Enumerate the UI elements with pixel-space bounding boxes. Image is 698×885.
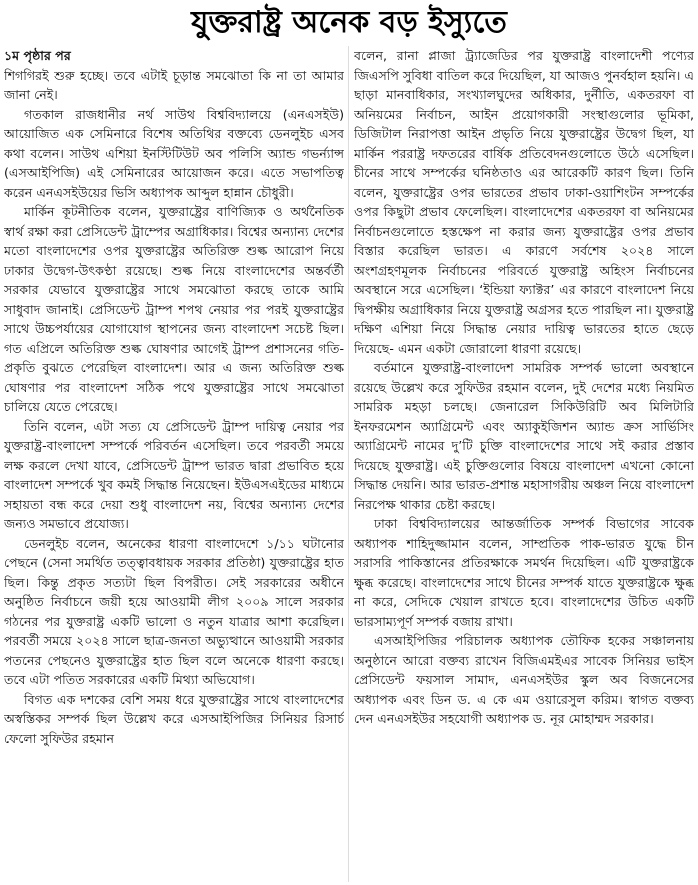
paragraph: বর্তমানে যুক্তরাষ্ট্র-বাংলাদেশ সামরিক সম্পর্ক ভালো অবস্থানে রয়েছে উল্লেখ করে সুফিউর রহমান বলেন, দুই দেশের মধ্যে নিয়মিত সামরিক মহড়া চলছে। জেনারেল সিকিউরিটি অব মিলিটারি ইনফরমেশন অ্যাগ্রিমেন্ট এবং অ্যাকুইজিশন অ্যান্ড ক্রস সার্ভিসিং অ্যাগ্রিমেন্ট নামের দু’টি চুক্তি বাংলাদেশের সাথে সই করার প্রস্তাব দিয়েছে যুক্তরাষ্ট্র। এই চুক্তিগুলোর বিষয়ে বাংলাদেশ এখনো কোনো সিদ্ধান্ত দেয়নি। আর ভারত-প্রশান্ত মহাসাগরীয় অঞ্চল নিয়ে বাংলাদেশ নিরপেক্ষ থাকার চেষ্টা করছে। [354,360,694,512]
paragraph: ডেনলুইচ বলেন, অনেকের ধারণা বাংলাদেশে ১/১১ ঘটানোর পেছনে (সেনা সমর্থিত তত্ত্বাবধায়ক সরকার প্রতিষ্ঠা) যুক্তরাষ্ট্রের হাত ছিল। কিন্তু প্রকৃত সত্যটা ছিল বিপরীত। সেই সরকারের অধীনে অনুষ্ঠিত নির্বাচনে জয়ী হয়ে আওয়ামী লীগ ২০০৯ সালে সরকার গঠনের পর যুক্তরাষ্ট্র একটি ভালো ও নতুন যাত্রার আশা করেছিল। পরবর্তী সময়ে ২০২৪ সালে ছাত্র-জনতা অভ্যুত্থানে আওয়ামী সরকার পতনের পেছনেও যুক্তরাষ্ট্রের হাত ছিল বলে অনেকে ধারণা করছে। তবে এটা পতিত সরকারের একটি মিথ্যা অভিযোগ। [4,535,344,687]
paragraph: বলেন, রানা প্লাজা ট্র্যাজেডির পর যুক্তরাষ্ট্র বাংলাদেশী পণ্যের জিএসপি সুবিধা বাতিল করে দিয়েছিল, যা আজও পুনর্বহাল হয়নি। এ ছাড়া মানবাধিকার, সংখ্যালঘুদের অধিকার, দুর্নীতি, একতরফা বা অনিয়মের নির্বাচন, আইন প্রয়োগকারী সংস্থাগুলোর ভূমিকা, ডিজিটাল নিরাপত্তা আইন প্রভৃতি নিয়ে যুক্তরাষ্ট্রের উদ্বেগ ছিল, যা মার্কিন পররাষ্ট্র দফতরের বার্ষিক প্রতিবেদনগুলোতে উঠে এসেছিল। চীনের সাথে সম্পর্কের ঘনিষ্ঠতাও এর আরেকটি কারণ ছিল। তিনি বলেন, যুক্তরাষ্ট্রের ওপর ভারতের প্রভাব ঢাকা-ওয়াশিংটন সম্পর্কের ওপর কিছুটা প্রভাব ফেলেছিল। বাংলাদেশের একতরফা বা অনিয়মের নির্বাচনগুলোতে হস্তক্ষেপ না করার জন্য যুক্তরাষ্ট্রের ওপর প্রভাব বিস্তার করেছিল ভারত। এ কারণে সর্বশেষ ২০২৪ সালে অংশগ্রহণমূলক নির্বাচনের পরিবর্তে যুক্তরাষ্ট্র অহিংস নির্বাচনের অবস্থানে সরে এসেছিল। ‘ইন্ডিয়া ফ্যাক্টর’ এর কারণে বাংলাদেশ নিয়ে দ্বিপক্ষীয় অগ্রাধিকার নিয়ে যুক্তরাষ্ট্র অগ্রসর হতে পারছিল না। যুক্তরাষ্ট্র দক্ষিণ এশিয়া নিয়ে সিদ্ধান্ত নেয়ার দায়িত্ব ভারতের হাতে ছেড়ে দিয়েছে- এমন একটা জোরালো ধারণা রয়েছে। [354,48,694,356]
paragraph: শিগগিরই শুরু হচ্ছে। তবে এটাই চূড়ান্ত সমঝোতা কি না তা আমার জানা নেই। [4,67,344,102]
paragraph: বিগত এক দশকের বেশি সময় ধরে যুক্তরাষ্ট্রের সাথে বাংলাদেশের অস্বস্তিকর সম্পর্ক ছিল উল্লেখ করে এসআইপিজির সিনিয়র রিসার্চ ফেলো সুফিউর রহমান [4,691,344,746]
right-column [354,46,694,882]
paragraph: গতকাল রাজধানীর নর্থ সাউথ বিশ্ববিদ্যালয়ে (এনএসইউ) আয়োজিত এক সেমিনারে বিশেষ অতিথির বক্তব্যে ডেনলুইচ এসব কথা বলেন। সাউথ এশিয়া ইনস্টিটিউট অব পলিসি অ্যান্ড গভর্ন্যান্স (এসআইপিজি) এই সেমিনারের আয়োজন করে। এতে সভাপতিত্ব করেন এনএসইউয়ের ভিসি অধ্যাপক আব্দুল হান্নান চৌধুরী। [4,106,344,200]
article-headline: যুক্তরাষ্ট্র অনেক বড় ইস্যুতে [191,5,507,40]
paragraph: ঢাকা বিশ্ববিদ্যালয়ের আন্তর্জাতিক সম্পর্ক বিভাগের সাবেক অধ্যাপক শাহিদুজ্জামান বলেন, সাম্প্রতিক পাক-ভারত যুদ্ধে চীন সরাসরি পাকিস্তানের প্রতিরক্ষাকে সমর্থন দিয়েছিল। এটি যুক্তরাষ্ট্রকে ক্ষুব্ধ করেছে। বাংলাদেশের সাথে চীনের সম্পর্ক যাতে যুক্তরাষ্ট্রকে ক্ষুব্ধ না করে, সেদিকে খেয়াল রাখতে হবে। বাংলাদেশের উচিত একটি ভারসাম্যপূর্ণ সম্পর্ক বজায় রাখা। [354,516,694,629]
left-column [4,46,344,882]
paragraph: তিনি বলেন, এটা সত্য যে প্রেসিডেন্ট ট্রাম্প দায়িত্ব নেয়ার পর যুক্তরাষ্ট্র-বাংলাদেশ সম্পর্কে পরিবর্তন এসেছিল। তবে পরবর্তী সময়ে লক্ষ করলে দেখা যাবে, প্রেসিডেন্ট ট্রাম্প ভারত দ্বারা প্রভাবিত হয়ে বাংলাদেশ সম্পর্কে খুব কমই সিদ্ধান্ত নিয়েছেন। ইউএসএইডের মাধ্যমে সহায়তা বন্ধ করে দেয়া শুধু বাংলাদেশ নয়, বিশ্বের অন্যান্য দেশের জন্যও সমভাবে প্রযোজ্য। [4,418,344,531]
paragraph: এসআইপিজির পরিচালক অধ্যাপক তৌফিক হকের সঞ্চালনায় অনুষ্ঠানে আরো বক্তব্য রাখেন বিজিএমইএর সাবেক সিনিয়র ভাইস প্রেসিডেন্ট ফয়সাল সামাদ, এনএসইউর স্কুল অব বিজনেসের অধ্যাপক এবং ডিন ড. এ কে এম ওয়ারেসুল করিম। স্বাগত বক্তব্য দেন এনএসইউর সহযোগী অধ্যাপক ড. নূর মোহাম্মদ সরকার। [354,633,694,726]
column-divider [348,46,349,882]
paragraph: মার্কিন কূটনীতিক বলেন, যুক্তরাষ্ট্রের বাণিজ্যিক ও অর্থনৈতিক স্বার্থ রক্ষা করা প্রেসিডেন্ট ট্রাম্পের অগ্রাধিকার। বিশ্বের অন্যান্য দেশের মতো বাংলাদেশের ওপর যুক্তরাষ্ট্রের অতিরিক্ত শুল্ক আরোপ নিয়ে ঢাকার উদ্বেগ-উৎকণ্ঠা রয়েছে। শুল্ক নিয়ে বাংলাদেশের অন্তর্বর্তী সরকার যেভাবে যুক্তরাষ্ট্রের সাথে সমঝোতা করছে তাকে আমি সাধুবাদ জানাই। প্রেসিডেন্ট ট্রাম্প শপথ নেয়ার পর পরই যুক্তরাষ্ট্রের সাথে উচ্চপর্যায়ের যোগাযোগ স্থাপনের জন্য বাংলাদেশ সচেষ্ট ছিল। গত এপ্রিলে অতিরিক্ত শুল্ক ঘোষণার আগেই ট্রাম্প প্রশাসনের গতি-প্রকৃতি বুঝতে পেরেছিল বাংলাদেশ। আর এ জন্য অতিরিক্ত শুল্ক ঘোষণার পর বাংলাদেশ সঠিক পথে যুক্তরাষ্ট্রের সাথে সমঝোতা চালিয়ে যেতে পেরেছে। [4,204,344,414]
continuation-kicker: ১ম পৃষ্ঠার পর [4,48,71,63]
